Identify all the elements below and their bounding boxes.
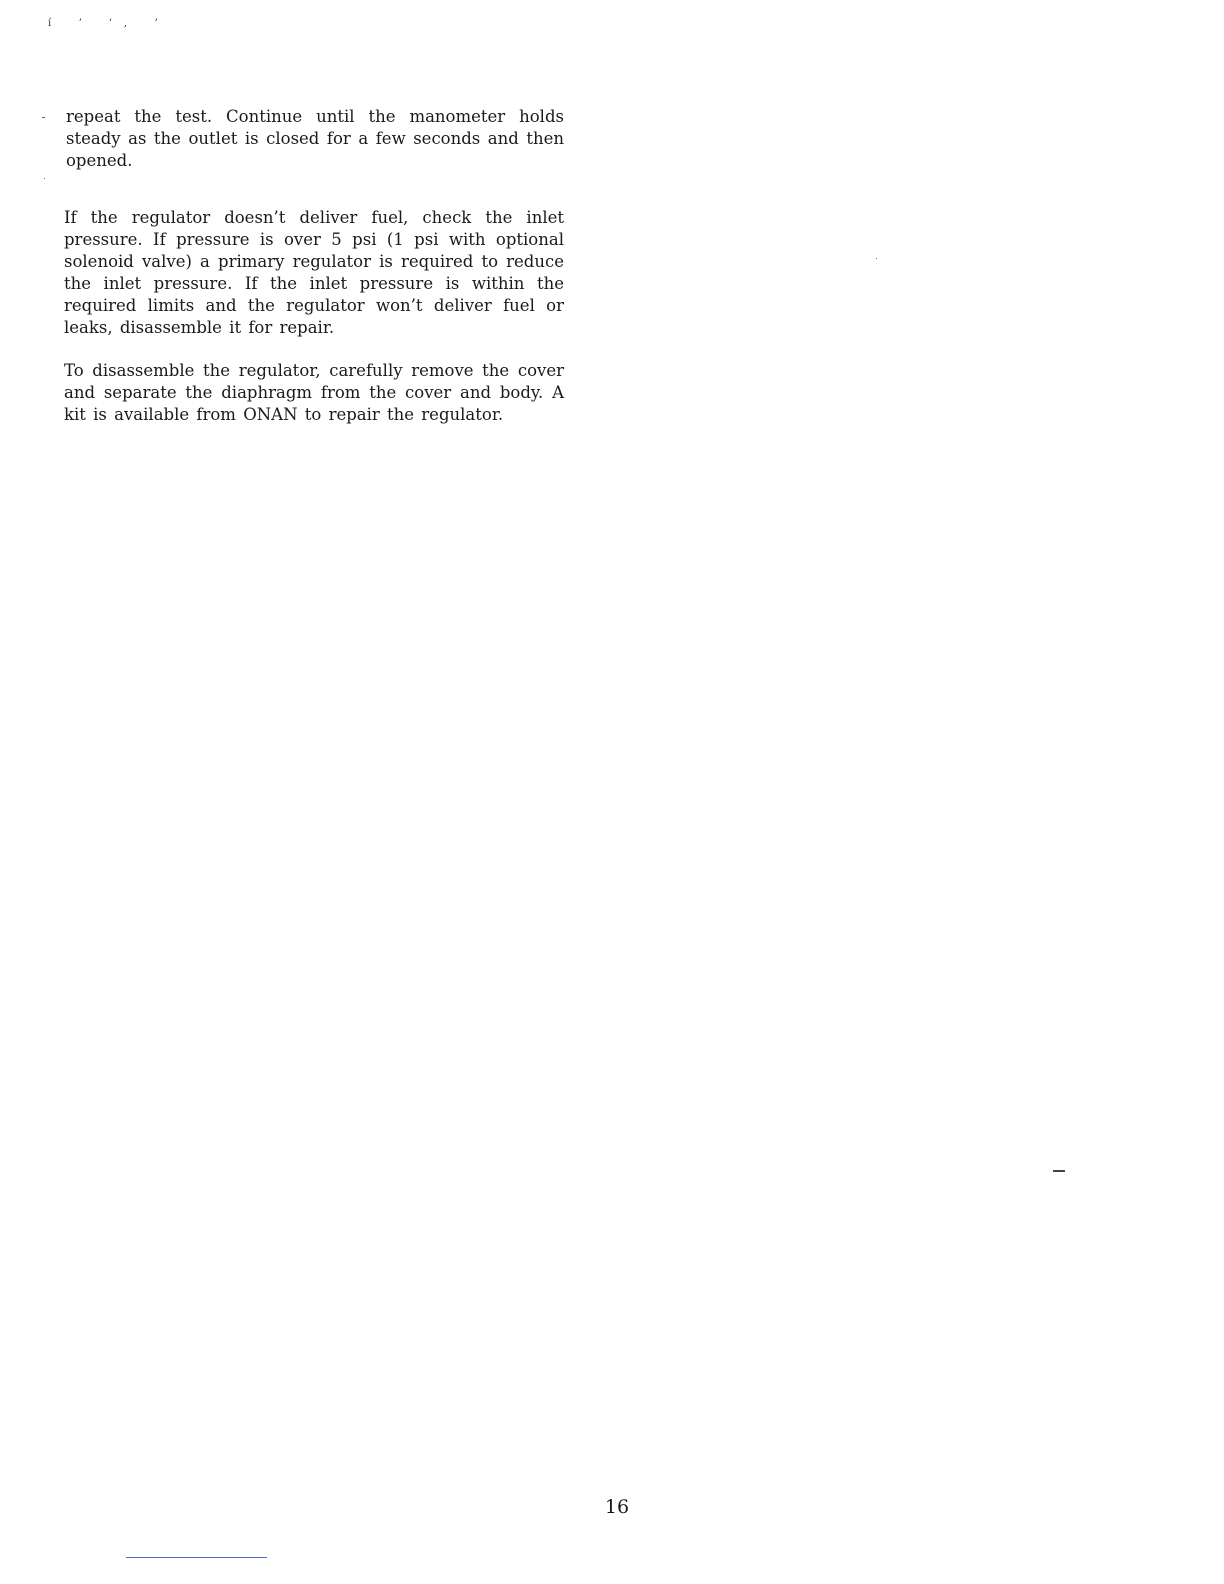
scan-artifact-dot: [876, 258, 877, 259]
scan-artifact-dot: [42, 117, 45, 118]
paragraph-inlet-pressure: If the regulator doesn’t deliver fuel, check the inlet pressure. If pressure is over 5 psi (1 psi with optional solenoid valve) a primary regulator is required to reduce the inlet pressure. If the inlet pressure is within the required limits and the regulator won’t deliver fuel or leaks, disassemble it for repair.: [64, 208, 564, 337]
paragraph-continuation: repeat the test. Continue until the manometer holds steady as the outlet is closed for a few seconds and then opened.: [66, 107, 564, 170]
scan-artifact-dash: [1053, 1170, 1065, 1172]
footnote-rule: [126, 1557, 267, 1558]
body-text: [64, 106, 564, 426]
scan-artifact-marks: í ʼ ʻ, ʼ: [48, 18, 170, 29]
page-number: 16: [604, 1496, 630, 1518]
paragraph-disassembly: To disassemble the regulator, carefully remove the cover and separate the diaphragm from the cover and body. A kit is available from ONAN to repair the regulator.: [64, 361, 564, 424]
scan-artifact-dot: [44, 178, 45, 179]
